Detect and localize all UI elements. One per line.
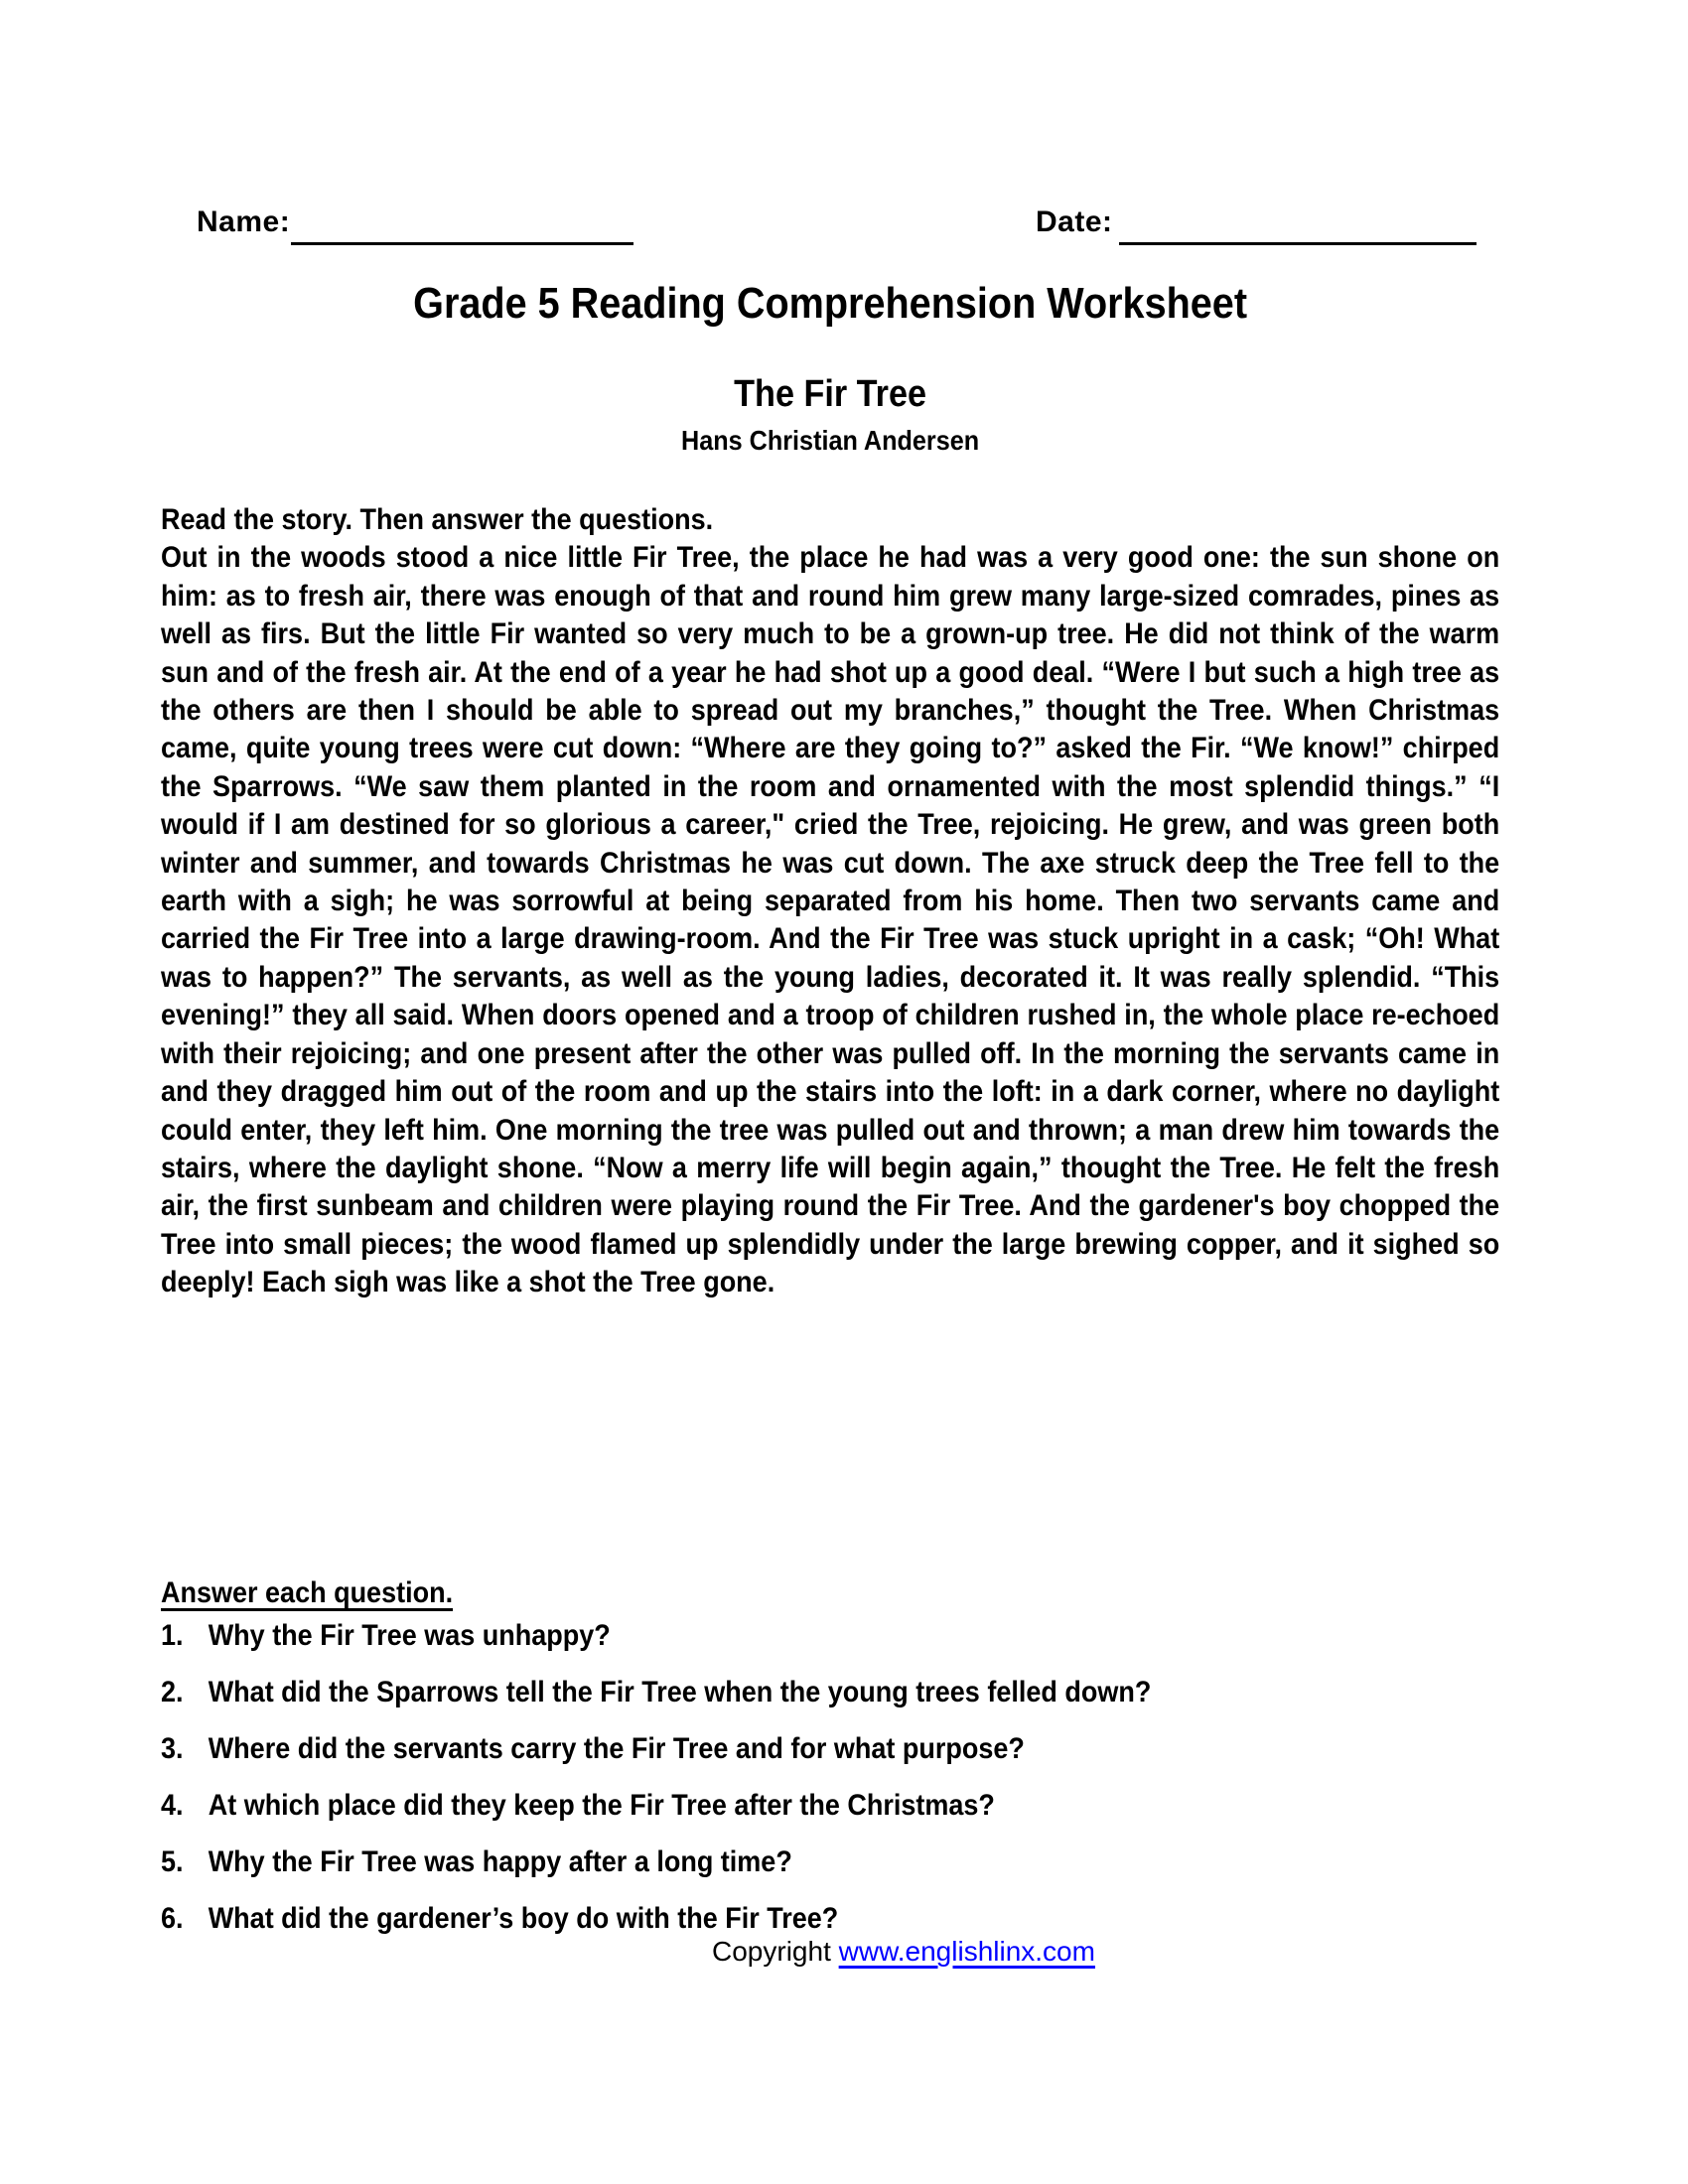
question-item — [161, 1730, 1499, 1768]
question-text: What did the Sparrows tell the Fir Tree when the young trees felled down? — [208, 1676, 1152, 1708]
date-label: Date: — [1036, 205, 1113, 238]
question-item — [161, 1674, 1499, 1711]
question-number: 2. — [161, 1676, 184, 1708]
name-blank-line — [291, 205, 633, 245]
questions-section — [161, 1574, 1499, 1957]
copyright-text: Copyright — [712, 1936, 831, 1967]
question-item — [161, 1843, 1499, 1881]
copyright-line — [109, 1934, 1688, 1970]
question-item — [161, 1617, 1499, 1655]
story-author: Hans Christian Andersen — [681, 425, 980, 456]
worksheet-content — [161, 278, 1499, 1302]
story-instruction: Read the story. Then answer the questions. — [161, 503, 714, 536]
question-text: At which place did they keep the Fir Tree after the Christmas? — [208, 1789, 995, 1822]
copyright-link[interactable]: www.englishlinx.com — [838, 1936, 1095, 1967]
question-text: Why the Fir Tree was unhappy? — [208, 1619, 611, 1652]
question-number: 1. — [161, 1619, 184, 1652]
story-title: The Fir Tree — [734, 373, 927, 415]
name-label: Name: — [197, 205, 291, 238]
worksheet-title: Grade 5 Reading Comprehension Worksheet — [413, 279, 1248, 328]
question-item — [161, 1787, 1499, 1825]
question-number: 4. — [161, 1789, 184, 1822]
question-text: Where did the servants carry the Fir Tree and for what purpose? — [208, 1732, 1025, 1765]
question-item — [161, 1900, 1499, 1938]
question-number: 3. — [161, 1732, 184, 1765]
question-text: Why the Fir Tree was happy after a long time? — [208, 1845, 792, 1878]
question-number: 5. — [161, 1845, 184, 1878]
story-text: Out in the woods stood a nice little Fir Tree, the place he had was a very good one: the sun shone on him: as to fresh air, there was enough of that and round him grew many large-sized comrades, pines as well as firs. But the little Fir wanted so very much to be a grown-up tree. He did not think of the warm sun and of the fresh air. At the end of a year he had shot up a good deal. “Were I but such a high tree as the others are then I should be able to spread out my branches,” thought the Tree. When Christmas came, quite young trees were cut down: “Where are they going to?” asked the Fir. “We know!” chirped the Sparrows. “We saw them planted in the room and ornamented with the most splendid things.” “I would if I am destined for so glorious a career," cried the Tree, rejoicing. He grew, and was green both winter and summer, and towards Christmas he was cut down. The axe struck deep the Tree fell to the earth with a sigh; he was sorrowful at being separated from his home. Then two servants came and carried the Fir Tree into a large drawing-room. And the Fir Tree was stuck upright in a cask; “Oh! What was to happen?” The servants, as well as the young ladies, decorated it. It was really splendid. “This evening!” they all said. When doors opened and a troop of children rushed in, the whole place re-echoed with their rejoicing; and one present after the other was pulled off. In the morning the servants came in and they dragged him out of the room and up the stairs into the loft: in a dark corner, where no daylight could enter, they left him. One morning the tree was pulled out and thrown; a man drew him towards the stairs, where the daylight shone. “Now a merry life will begin again,” thought the Tree. He felt the fresh air, the first sunbeam and children were playing round the Fir Tree. And the gardener's boy chopped the Tree into small pieces; the wood flamed up splendidly under the large brewing copper, and it sighed so deeply! Each sigh was like a shot the Tree gone. — [161, 541, 1500, 1299]
date-blank-line — [1119, 205, 1477, 245]
questions-heading: Answer each question. — [161, 1576, 454, 1609]
question-number: 6. — [161, 1902, 184, 1935]
question-text: What did the gardener’s boy do with the Fir Tree? — [208, 1902, 839, 1935]
